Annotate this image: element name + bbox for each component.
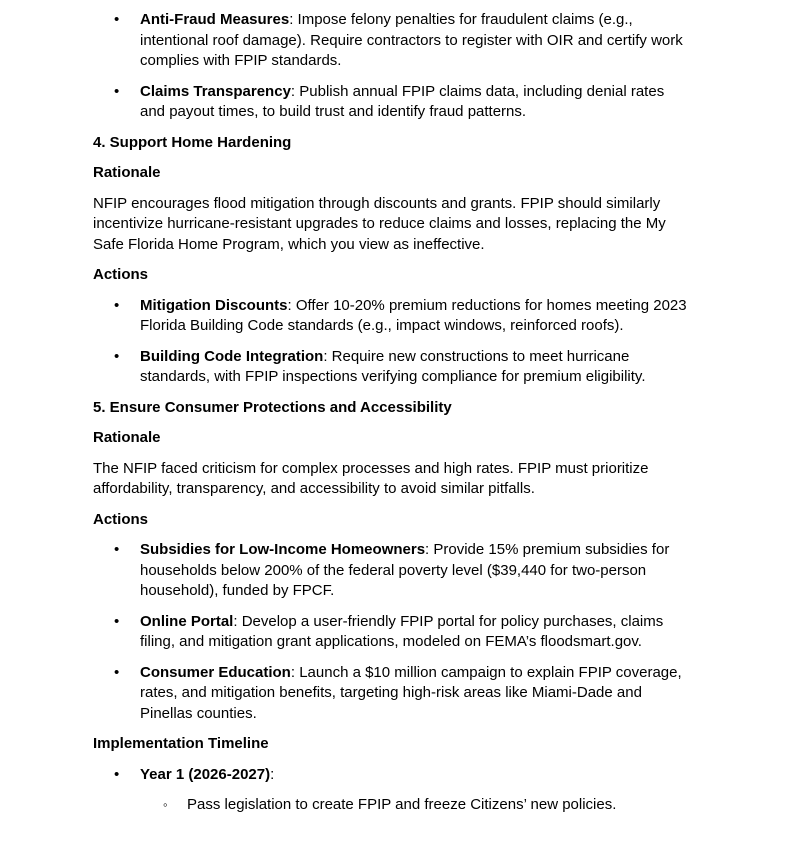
- list-item: [93, 612, 693, 653]
- section-heading-consumer-protections: 5. Ensure Consumer Protections and Accessibility: [93, 398, 452, 416]
- bullet-term: Building Code Integration: [140, 347, 324, 365]
- section-heading-implementation-timeline: Implementation Timeline: [93, 735, 269, 752]
- timeline-list: [93, 765, 693, 816]
- actions-heading: Actions: [93, 266, 149, 283]
- actions-heading: Actions: [93, 510, 149, 528]
- home-hardening-actions-list: [93, 296, 693, 388]
- rationale-paragraph: NFIP encourages flood mitigation through discounts and grants. FPIP should similarly incentivize hurricane-resistant upgrades to reduce claims and losses, replacing the My Safe Florida Home Program, which you view as ineffective.: [93, 194, 666, 253]
- bullet-term: Online Portal: [140, 612, 234, 630]
- bullet-text: : Provide 15% premium subsidies for households below 200% of the federal poverty level ($39,440 for two-person household), funded by FPCF.: [140, 541, 670, 599]
- bullet-text: : Impose felony penalties for fraudulent claims (e.g., intentional roof damage). Require contractors to register with OIR and certify work complies with FPIP standards.: [140, 11, 683, 69]
- bullet-text: : Develop a user-friendly FPIP portal for policy purchases, claims filing, and mitigation grant applications, modeled on FEMA’s floodsmart.gov.: [140, 612, 664, 650]
- list-item: [93, 10, 693, 72]
- bullet-term: Subsidies for Low-Income Homeowners: [140, 541, 426, 558]
- bullet-term: Anti-Fraud Measures: [140, 11, 290, 28]
- list-item: [93, 540, 693, 602]
- bullet-term: Consumer Education: [140, 663, 291, 681]
- list-item: [93, 296, 693, 337]
- section-heading-home-hardening: 4. Support Home Hardening: [93, 133, 292, 151]
- list-item: [93, 663, 693, 725]
- list-item: [93, 765, 693, 816]
- list-item: [93, 82, 693, 123]
- timeline-sublist: [140, 795, 693, 816]
- consumer-protection-actions-list: [93, 540, 693, 724]
- bullet-text: :: [270, 765, 275, 783]
- bullet-text: : Launch a $10 million campaign to explain FPIP coverage, rates, and mitigation benefits, targeting high-risk areas like Miami-Dade and Pinellas counties.: [140, 663, 682, 722]
- rationale-paragraph: The NFIP faced criticism for complex processes and high rates. FPIP must prioritize affordability, transparency, and accessibility to avoid similar pitfalls.: [93, 459, 649, 497]
- bullet-text: : Offer 10-20% premium reductions for homes meeting 2023 Florida Building Code standards (e.g., impact windows, reinforced roofs).: [140, 296, 687, 334]
- rationale-heading: Rationale: [93, 164, 161, 181]
- bullet-text: : Require new constructions to meet hurricane standards, with FPIP inspections verifying compliance for premium eligibility.: [140, 347, 646, 385]
- fraud-transparency-list: [93, 10, 693, 123]
- bullet-term: Year 1 (2026-2027): [140, 765, 271, 783]
- sub-list-item: ◦ Pass legislation to create FPIP and freeze Citizens’ new policies.: [140, 795, 693, 816]
- bullet-term: Mitigation Discounts: [140, 296, 288, 314]
- bullet-term: Claims Transparency: [140, 82, 291, 100]
- list-item: [93, 347, 693, 388]
- document-body: [93, 10, 693, 826]
- rationale-heading: Rationale: [93, 429, 161, 446]
- bullet-text: : Publish annual FPIP claims data, including denial rates and payout times, to build trust and identify fraud patterns.: [140, 82, 665, 120]
